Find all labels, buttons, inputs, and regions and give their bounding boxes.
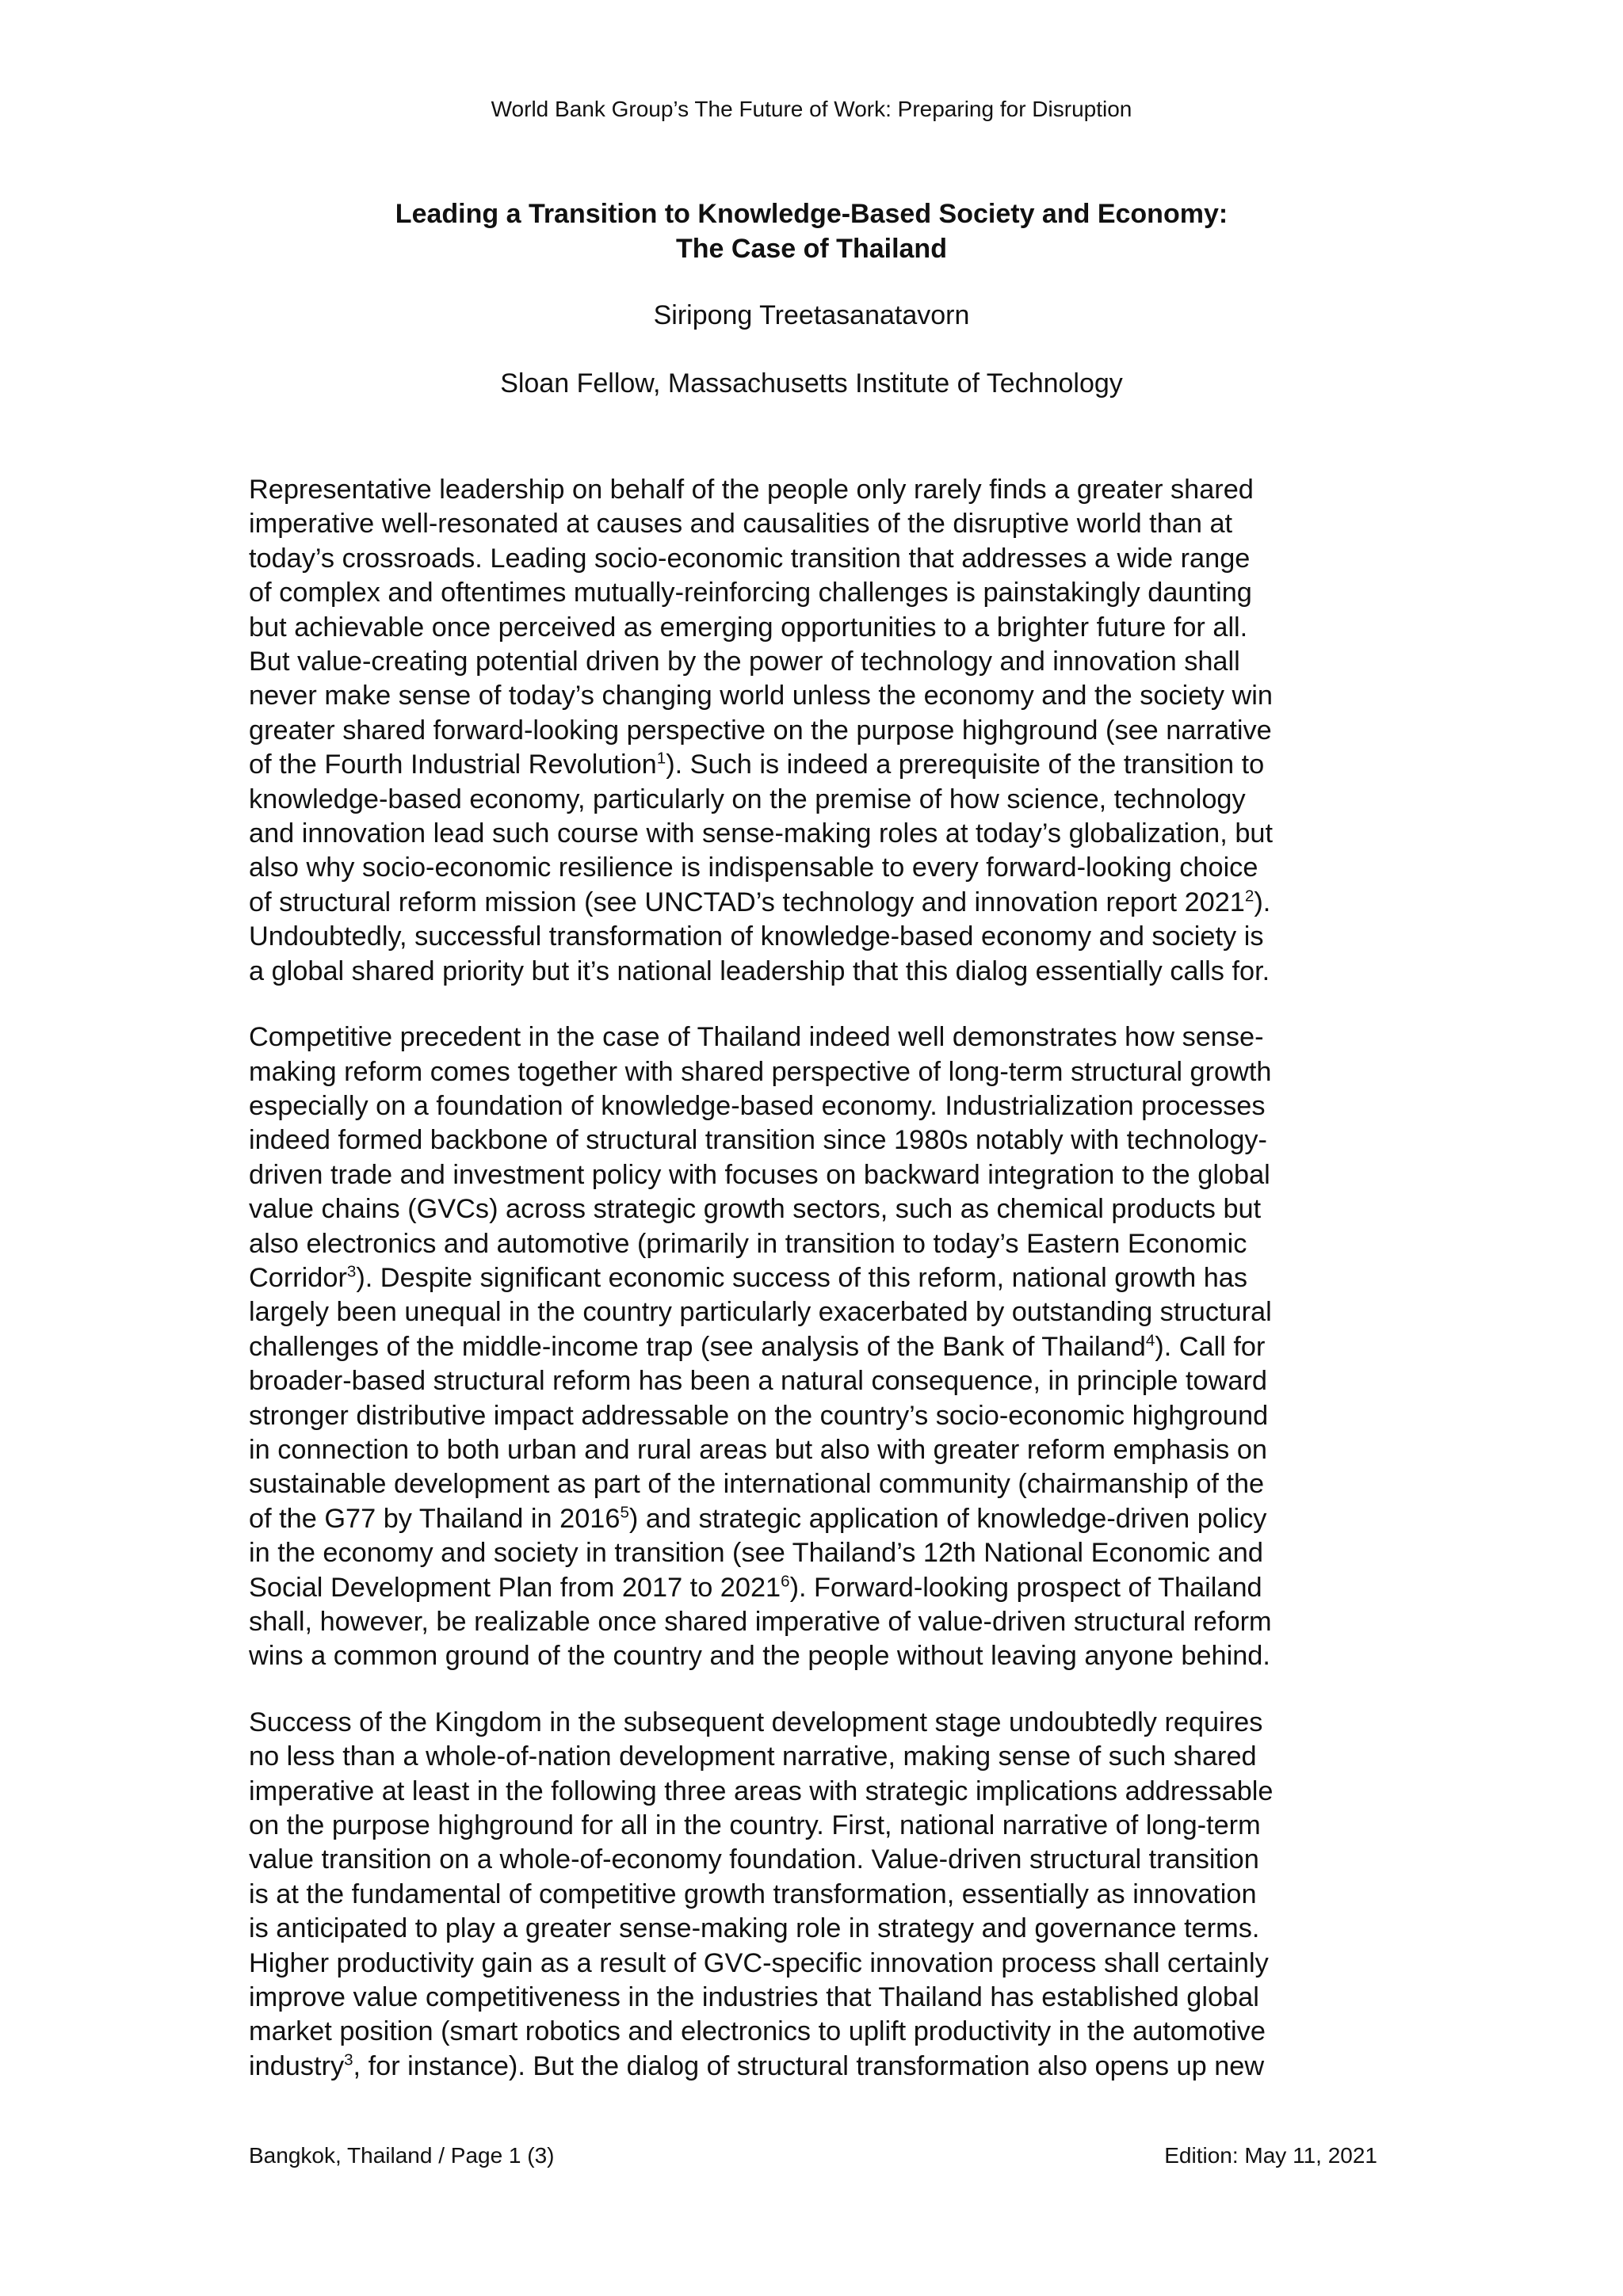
title-block bbox=[0, 196, 1623, 401]
text-run: ). bbox=[1254, 887, 1271, 917]
author-affiliation: Sloan Fellow, Massachusetts Institute of Technology bbox=[500, 368, 1123, 399]
text-run: of the Fourth Industrial Revolution bbox=[249, 749, 657, 780]
text-run: Social Development Plan from 2017 to 2021 bbox=[249, 1572, 781, 1603]
footer-edition-date: Edition: May 11, 2021 bbox=[1164, 2143, 1377, 2168]
text-line: stronger distributive impact addressable on the country’s socio-economic highground bbox=[249, 1400, 1269, 1431]
text-line: is anticipated to play a greater sense-making role in strategy and governance terms. bbox=[249, 1913, 1260, 1944]
text-line: value chains (GVCs) across strategic growth sectors, such as chemical products but bbox=[249, 1194, 1262, 1225]
footnote-ref: 3 bbox=[344, 2050, 353, 2069]
footnote-ref: 5 bbox=[620, 1503, 629, 1522]
text-line: broader-based structural reform has been a natural consequence, in principle toward bbox=[249, 1366, 1267, 1397]
text-line: driven trade and investment policy with focuses on backward integration to the global bbox=[249, 1159, 1270, 1190]
text-line: in connection to both urban and rural areas but also with greater reform emphasis on bbox=[249, 1434, 1267, 1465]
text-run: industry bbox=[249, 2050, 345, 2081]
text-line: on the purpose highground for all in the country. First, national narrative of long-term bbox=[249, 1810, 1261, 1841]
text-line bbox=[249, 1261, 1398, 1295]
text-line: a global shared priority but it’s national leadership that this dialog essentially calls for. bbox=[249, 955, 1270, 986]
text-line: also electronics and automotive (primarily in transition to today’s Eastern Economic bbox=[249, 1228, 1247, 1259]
text-run: , for instance). But the dialog of structural transformation also opens up new bbox=[353, 2050, 1265, 2081]
text-line: sustainable development as part of the international community (chairmanship of the bbox=[249, 1469, 1265, 1500]
text-line bbox=[249, 2050, 1398, 2084]
text-line bbox=[249, 1330, 1398, 1364]
footnote-ref: 1 bbox=[656, 749, 666, 768]
text-line: especially on a foundation of knowledge-based economy. Industrialization processes bbox=[249, 1090, 1266, 1121]
text-line: is at the fundamental of competitive growth transformation, essentially as innovation bbox=[249, 1878, 1257, 1909]
text-run: ). Such is indeed a prerequisite of the transition to bbox=[666, 749, 1265, 780]
text-line bbox=[249, 1502, 1398, 1536]
footnote-ref: 3 bbox=[346, 1262, 357, 1281]
body-text bbox=[249, 473, 1398, 2115]
text-run: ). Despite significant economic success of this reform, national growth has bbox=[356, 1262, 1248, 1293]
text-line: knowledge-based economy, particularly on the premise of how science, technology bbox=[249, 784, 1246, 814]
text-run: ) and strategic application of knowledge-driven policy bbox=[628, 1503, 1267, 1534]
text-line: shall, however, be realizable once shared imperative of value-driven structural reform bbox=[249, 1607, 1272, 1637]
text-run: Corridor bbox=[249, 1262, 347, 1293]
text-line: Representative leadership on behalf of the people only rarely finds a greater shared bbox=[249, 475, 1254, 505]
text-line: of complex and oftentimes mutually-reinforcing challenges is painstakingly daunting bbox=[249, 578, 1252, 608]
text-line: wins a common ground of the country and the people without leaving anyone behind. bbox=[249, 1641, 1270, 1672]
text-line: and innovation lead such course with sense-making roles at today’s globalization, but bbox=[249, 818, 1273, 849]
text-line: but achievable once perceived as emerging opportunities to a brighter future for all. bbox=[249, 612, 1248, 643]
text-line: improve value competitiveness in the industries that Thailand has established global bbox=[249, 1982, 1259, 2013]
text-line: Higher productivity gain as a result of GVC-specific innovation process shall certainly bbox=[249, 1947, 1269, 1978]
text-line: greater shared forward-looking perspective on the purpose highground (see narrative bbox=[249, 715, 1272, 746]
text-run: ). Forward-looking prospect of Thailand bbox=[789, 1572, 1262, 1603]
text-line: never make sense of today’s changing world unless the economy and the society win bbox=[249, 681, 1273, 711]
text-line bbox=[249, 1571, 1398, 1605]
text-line bbox=[249, 886, 1398, 920]
text-line: Success of the Kingdom in the subsequent development stage undoubtedly requires bbox=[249, 1707, 1263, 1737]
paragraph-2 bbox=[249, 1020, 1398, 1674]
text-run: ). Call for bbox=[1155, 1331, 1266, 1362]
text-line: in the economy and society in transition (see Thailand’s 12th National Economic and bbox=[249, 1538, 1263, 1569]
text-line: making reform comes together with shared perspective of long-term structural growth bbox=[249, 1056, 1272, 1087]
document-title-line-2: The Case of Thailand bbox=[676, 234, 947, 264]
text-line: Competitive precedent in the case of Thailand indeed well demonstrates how sense- bbox=[249, 1022, 1264, 1053]
footnote-ref: 6 bbox=[781, 1572, 790, 1591]
paragraph-3 bbox=[249, 1706, 1398, 2084]
text-line: no less than a whole-of-nation development narrative, making sense of such shared bbox=[249, 1741, 1257, 1772]
text-line: today’s crossroads. Leading socio-economic transition that addresses a wide range bbox=[249, 543, 1251, 574]
text-line: imperative at least in the following three areas with strategic implications addressable bbox=[249, 1775, 1274, 1806]
document-title-line-1: Leading a Transition to Knowledge-Based Society and Economy: bbox=[395, 199, 1228, 229]
text-run: of the G77 by Thailand in 2016 bbox=[249, 1503, 621, 1534]
author-name: Siripong Treetasanatavorn bbox=[653, 300, 970, 330]
footnote-ref: 4 bbox=[1145, 1331, 1155, 1350]
footer-location-page: Bangkok, Thailand / Page 1 (3) bbox=[249, 2143, 555, 2168]
text-line: indeed formed backbone of structural transition since 1980s notably with technology- bbox=[249, 1125, 1267, 1156]
text-line: imperative well-resonated at causes and causalities of the disruptive world than at bbox=[249, 509, 1233, 540]
text-line: But value-creating potential driven by the power of technology and innovation shall bbox=[249, 646, 1240, 677]
running-header: World Bank Group’s The Future of Work: Preparing for Disruption bbox=[491, 97, 1132, 121]
text-line bbox=[249, 748, 1398, 782]
text-run: of structural reform mission (see UNCTAD’s technology and innovation report 2021 bbox=[249, 887, 1245, 917]
text-line: also why socio-economic resilience is indispensable to every forward-looking choice bbox=[249, 852, 1258, 883]
text-line: value transition on a whole-of-economy foundation. Value-driven structural transition bbox=[249, 1844, 1259, 1875]
text-line: Undoubtedly, successful transformation of knowledge-based economy and society is bbox=[249, 921, 1264, 952]
footnote-ref: 2 bbox=[1244, 887, 1254, 906]
text-line: market position (smart robotics and electronics to uplift productivity in the automotive bbox=[249, 2016, 1266, 2047]
text-run: challenges of the middle-income trap (see analysis of the Bank of Thailand bbox=[249, 1331, 1146, 1362]
text-line: largely been unequal in the country particularly exacerbated by outstanding structural bbox=[249, 1297, 1272, 1328]
paragraph-1 bbox=[249, 473, 1398, 989]
